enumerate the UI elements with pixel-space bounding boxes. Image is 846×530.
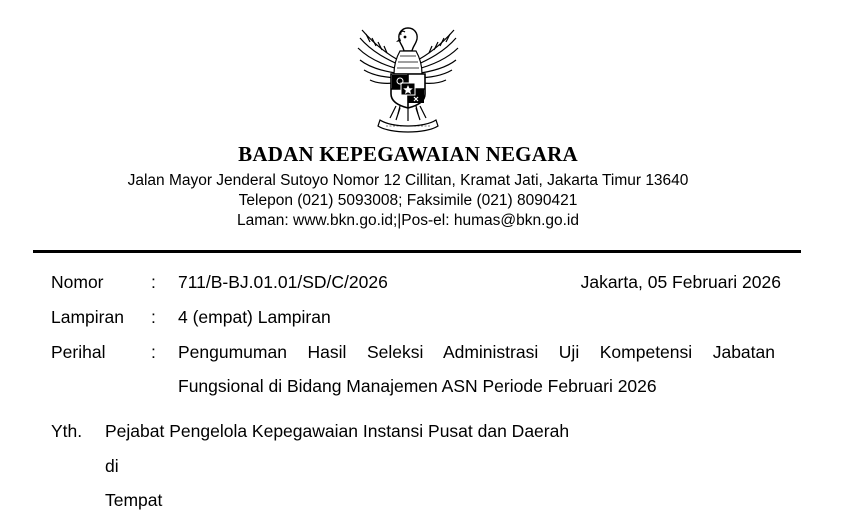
lampiran-separator: : xyxy=(151,307,156,327)
recipient-label: Yth. xyxy=(51,421,83,441)
recipient-name: Pejabat Pengelola Kepegawaian Instansi Pusat dan Daerah xyxy=(105,421,570,441)
nomor-label: Nomor xyxy=(51,272,104,292)
web-email-line: Laman: www.bkn.go.id;|Pos-el: humas@bkn.go.id xyxy=(237,212,579,229)
recipient-place: Tempat xyxy=(105,490,163,510)
lampiran-label: Lampiran xyxy=(51,307,124,327)
letterhead-divider xyxy=(33,250,801,253)
address-line: Jalan Mayor Jenderal Sutoyo Nomor 12 Cillitan, Kramat Jati, Jakarta Timur 13640 xyxy=(127,172,689,189)
organization-name: BADAN KEPEGAWAIAN NEGARA xyxy=(238,142,578,166)
lampiran-value: 4 (empat) Lampiran xyxy=(178,307,331,327)
nomor-value: 711/B-BJ.01.01/SD/C/2026 xyxy=(178,272,388,292)
place-date: Jakarta, 05 Februari 2026 xyxy=(580,272,781,292)
perihal-value-line1: Pengumuman Hasil Seleksi Administrasi Uji Kompetensi Jabatan xyxy=(178,342,775,362)
perihal-separator: : xyxy=(151,342,156,362)
garuda-emblem-icon xyxy=(356,22,460,136)
perihal-value-line2: Fungsional di Bidang Manajemen ASN Periode Februari 2026 xyxy=(178,376,657,396)
perihal-label: Perihal xyxy=(51,342,106,362)
recipient-di: di xyxy=(105,456,119,476)
phone-fax-line: Telepon (021) 5093008; Faksimile (021) 8090421 xyxy=(238,192,578,209)
nomor-separator: : xyxy=(151,272,156,292)
